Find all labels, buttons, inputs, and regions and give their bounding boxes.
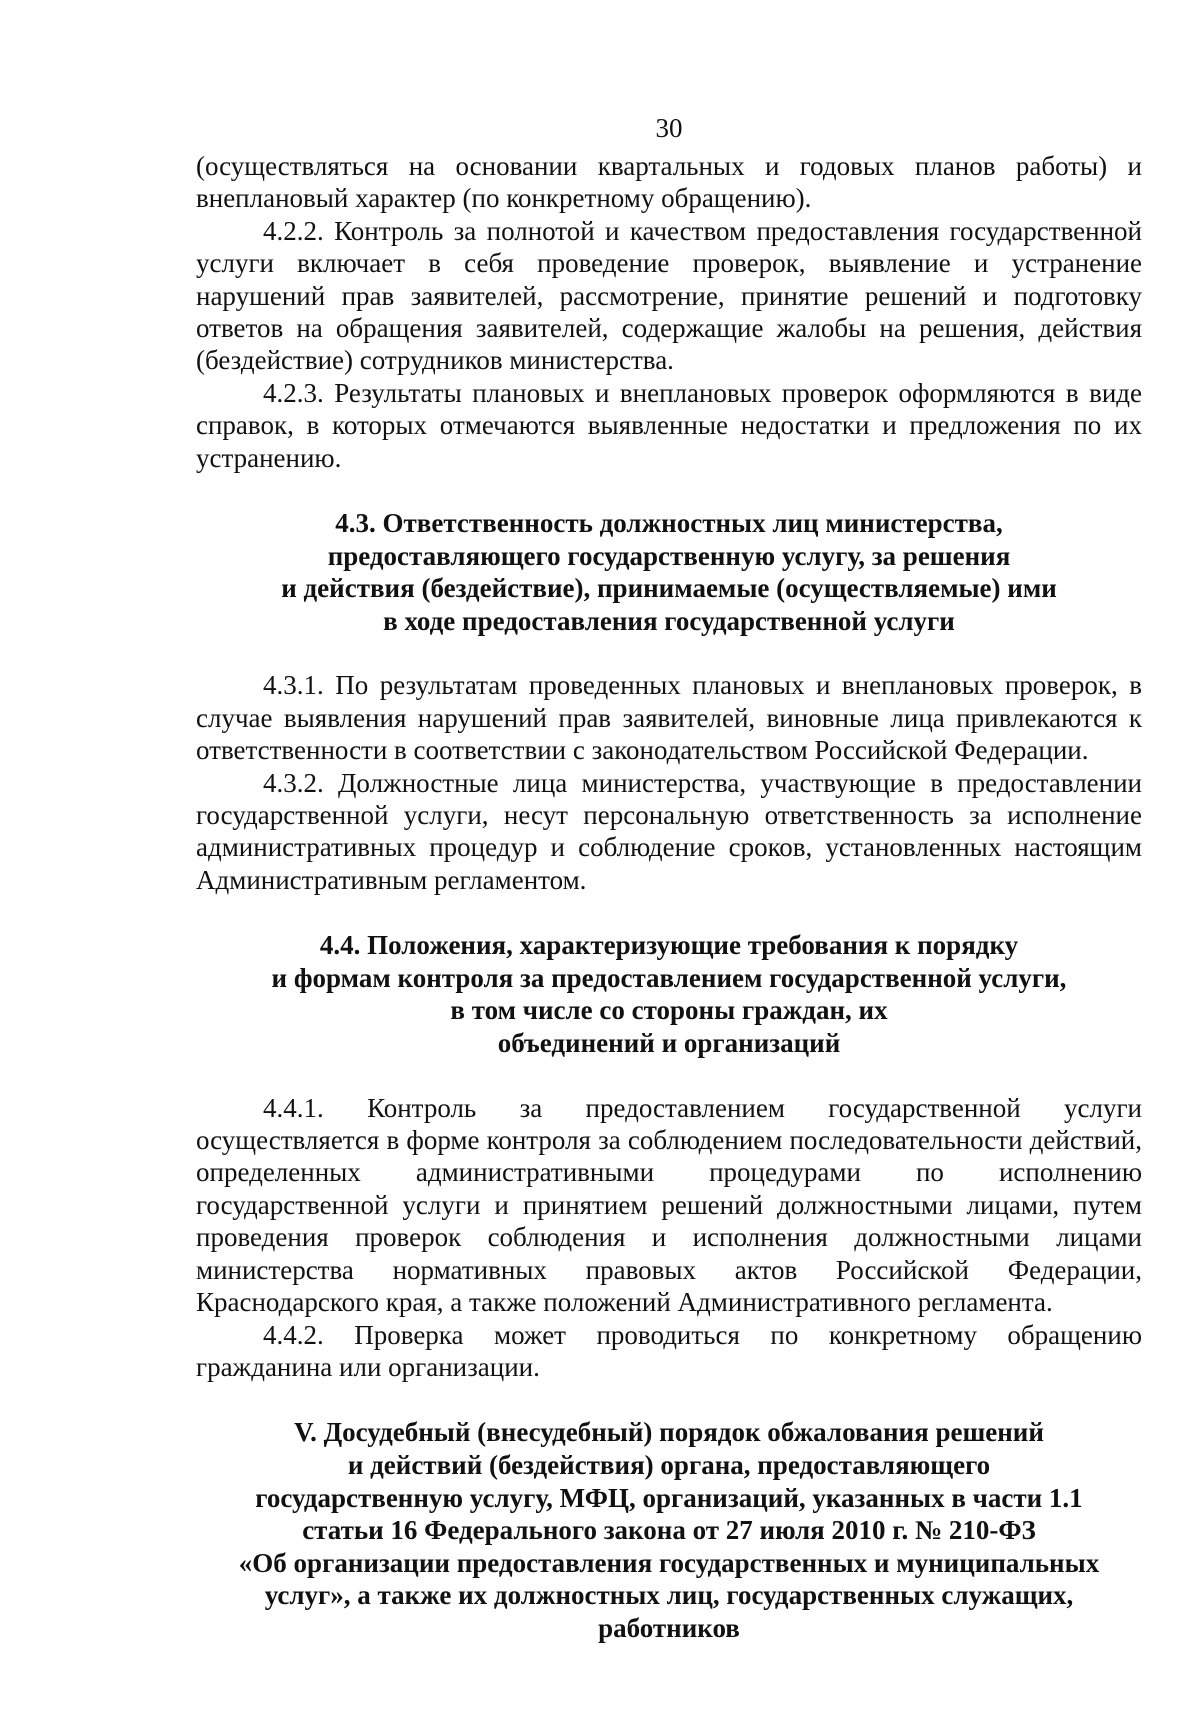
heading-line: в том числе со стороны граждан, их — [450, 995, 888, 1026]
paragraph-4-3-2: 4.3.2. Должностные лица министерства, участвующие в предоставлении государственной услуги, несут персональную ответственность за исполнение административных процедур и соблюдение сроков, установленных настоящим Административным регламентом. — [196, 767, 1142, 895]
heading-line: государственную услугу, МФЦ, организаций, указанных в части 1.1 — [255, 1482, 1083, 1513]
paragraph-4-4-1: 4.4.1. Контроль за предоставлением государственной услуги осуществляется в форме контроля за соблюдением последовательности действий, определенных административными процедурами по исполнению государственной услуги и принятием решений должностными лицами, путем проведения проверок соблюдения и исполнения должностными лицами министерства нормативных правовых актов Российской Федерации, Краснодарского края, а также положений Административного регламента. — [196, 1092, 1142, 1318]
paragraph-4-2-3: 4.2.3. Результаты плановых и внеплановых проверок оформляются в виде справок, в которых отмечаются выявленные недостатки и предложения по их устранению. — [196, 377, 1142, 473]
section-heading-4-4 — [196, 929, 1142, 1059]
heading-line: и действия (бездействие), принимаемые (осуществляемые) ими — [281, 573, 1057, 604]
heading-line: статьи 16 Федерального закона от 27 июля 2010 г. № 210-ФЗ — [302, 1515, 1036, 1546]
paragraph-4-2-2: 4.2.2. Контроль за полнотой и качеством предоставления государственной услуги включает в себя проведение проверок, выявление и устранение нарушений прав заявителей, рассмотрение, принятие решений и подготовку ответов на обращения заявителей, содержащие жалобы на решения, действия (бездействие) сотрудников министерства. — [196, 215, 1142, 376]
heading-line: предоставляющего государственную услугу, за решения — [327, 540, 1011, 571]
heading-line: и действий (бездействия) органа, предоставляющего — [347, 1449, 991, 1480]
section-heading-4-3 — [196, 507, 1142, 637]
heading-line: в ходе предоставления государственной услуги — [383, 605, 955, 636]
heading-line: 4.3. Ответственность должностных лиц министерства, — [335, 508, 1003, 539]
heading-line: V. Досудебный (внесудебный) порядок обжалования решений — [294, 1417, 1044, 1448]
heading-line: «Об организации предоставления государственных и муниципальных — [238, 1547, 1100, 1578]
heading-line: и формам контроля за предоставлением государственной услуги, — [271, 962, 1067, 993]
paragraph-continuation: (осуществляться на основании квартальных и годовых планов работы) и внеплановый характер (по конкретному обращению). — [196, 151, 1142, 214]
heading-line: объединений и организаций — [497, 1028, 841, 1059]
paragraph-4-3-1: 4.3.1. По результатам проведенных плановых и внеплановых проверок, в случае выявления нарушений прав заявителей, виновные лица привлекаются к ответственности в соответствии с законодательством Российской Федерации. — [196, 670, 1142, 766]
document-page — [196, 112, 1142, 1644]
paragraph-4-4-2: 4.4.2. Проверка может проводиться по конкретному обращению гражданина или организации. — [196, 1319, 1142, 1382]
heading-line: 4.4. Положения, характеризующие требования к порядку — [319, 930, 1019, 961]
heading-line: работников — [598, 1612, 740, 1643]
section-heading-5 — [196, 1416, 1142, 1644]
heading-line: услуг», а также их должностных лиц, государственных служащих, — [264, 1580, 1074, 1611]
page-number: 30 — [655, 113, 683, 143]
